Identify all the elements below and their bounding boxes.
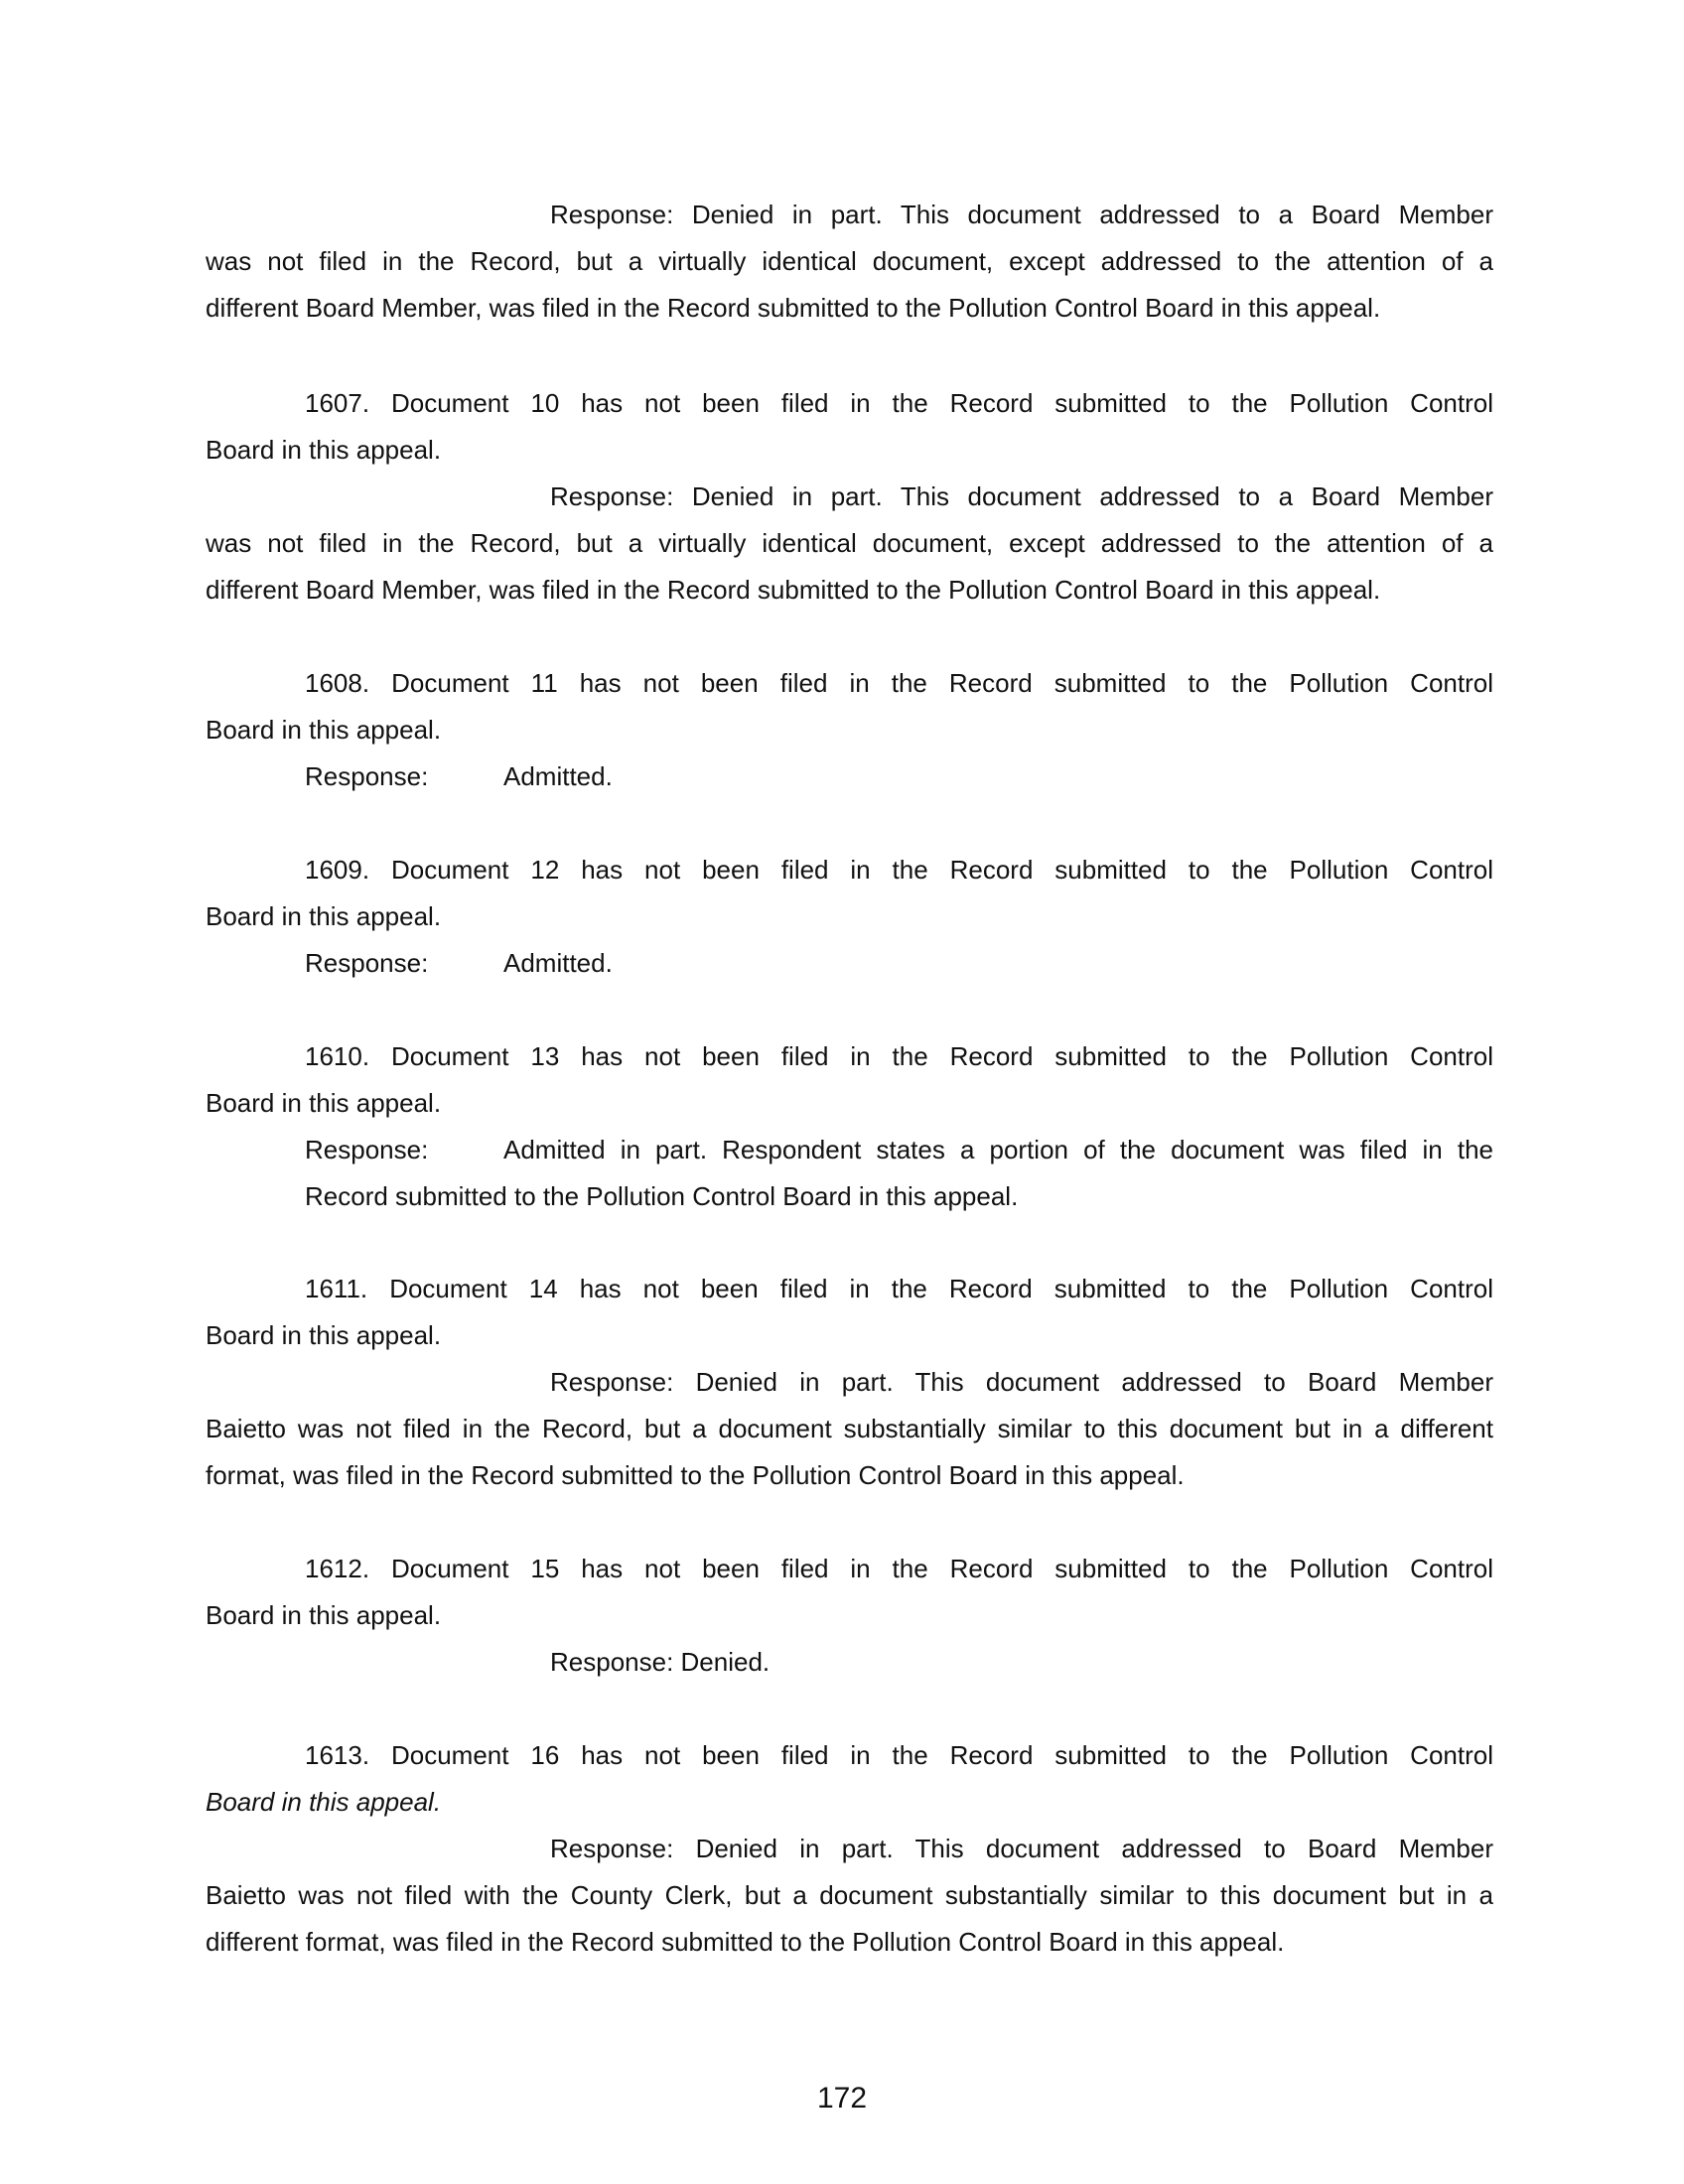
item-document: Document bbox=[390, 1554, 509, 1583]
response-label: Response: bbox=[305, 1135, 429, 1164]
item-doc-number: 13 bbox=[530, 1041, 560, 1071]
response-text: Admitted in part. Respondent states a portion of the document was filed in the bbox=[503, 1135, 1493, 1164]
item-number: 1607. bbox=[305, 388, 370, 418]
response-text: Admitted. bbox=[503, 948, 613, 978]
item-1612-line bbox=[305, 1553, 1493, 1584]
response-label: Response: bbox=[305, 761, 429, 791]
item-continuation: Board in this appeal. bbox=[206, 1088, 442, 1118]
page-number: 172 bbox=[816, 2082, 868, 2115]
response-label-line bbox=[305, 1134, 428, 1165]
response-line: was not filed in the Record, but a virtually identical document, except addressed to the attention of a bbox=[206, 246, 1493, 276]
response-line: Response: Denied in part. This document addressed to a Board Member bbox=[550, 200, 1493, 229]
response-line: format, was filed in the Record submitted to the Pollution Control Board in this appeal. bbox=[206, 1460, 1185, 1490]
item-number: 1610. bbox=[305, 1041, 370, 1071]
item-text: has not been filed in the Record submitted to the Pollution Control bbox=[579, 1274, 1493, 1303]
item-text: has not been filed in the Record submitted to the Pollution Control bbox=[581, 388, 1493, 418]
item-document: Document bbox=[390, 1740, 509, 1770]
item-continuation: Board in this appeal. bbox=[206, 1600, 442, 1630]
response-line: Response: Denied in part. This document addressed to Board Member bbox=[550, 1834, 1493, 1863]
item-1613-line bbox=[305, 1739, 1493, 1771]
item-doc-number: 16 bbox=[530, 1740, 560, 1770]
item-text: has not been filed in the Record submitted to the Pollution Control bbox=[581, 1554, 1493, 1583]
item-number: 1613. bbox=[305, 1740, 370, 1770]
response-line: different format, was filed in the Record submitted to the Pollution Control Board in this appeal. bbox=[206, 1927, 1285, 1957]
item-text: has not been filed in the Record submitted to the Pollution Control bbox=[579, 668, 1493, 698]
item-number: 1608. bbox=[305, 668, 370, 698]
item-number: 1612. bbox=[305, 1554, 370, 1583]
response-line: Baietto was not filed with the County Clerk, but a document substantially similar to this document but in a bbox=[206, 1880, 1493, 1910]
response-line: Response: Denied in part. This document addressed to a Board Member bbox=[550, 481, 1493, 511]
item-1608-line bbox=[305, 667, 1493, 699]
item-doc-number: 10 bbox=[530, 388, 560, 418]
item-document: Document bbox=[389, 1274, 507, 1303]
response-line: Response: Denied in part. This document addressed to Board Member bbox=[550, 1367, 1493, 1397]
item-1609-line bbox=[305, 854, 1493, 886]
response-text: Admitted. bbox=[503, 761, 613, 791]
item-1610-line bbox=[305, 1040, 1493, 1072]
item-text: has not been filed in the Record submitted to the Pollution Control bbox=[581, 1041, 1493, 1071]
item-continuation: Board in this appeal. bbox=[206, 1320, 442, 1350]
response-line: different Board Member, was filed in the Record submitted to the Pollution Control Board in this appeal. bbox=[206, 575, 1381, 605]
item-doc-number: 11 bbox=[530, 668, 558, 698]
item-doc-number: 12 bbox=[530, 855, 560, 885]
response-label: Response: bbox=[305, 948, 429, 978]
item-doc-number: 15 bbox=[530, 1554, 560, 1583]
response-line: different Board Member, was filed in the Record submitted to the Pollution Control Board in this appeal. bbox=[206, 293, 1381, 323]
item-number: 1609. bbox=[305, 855, 370, 885]
item-document: Document bbox=[390, 1041, 509, 1071]
item-continuation: Board in this appeal. bbox=[206, 715, 442, 745]
response-line: Baietto was not filed in the Record, but a document substantially similar to this document but in a different bbox=[206, 1414, 1493, 1443]
item-document: Document bbox=[390, 855, 509, 885]
item-document: Document bbox=[391, 668, 509, 698]
item-1611-line bbox=[305, 1273, 1493, 1304]
response-line bbox=[305, 760, 613, 792]
item-text: has not been filed in the Record submitted to the Pollution Control bbox=[581, 1740, 1493, 1770]
item-number: 1611. bbox=[305, 1274, 368, 1303]
response-line: was not filed in the Record, but a virtually identical document, except addressed to the attention of a bbox=[206, 528, 1493, 558]
item-1607-line bbox=[305, 387, 1493, 419]
item-document: Document bbox=[390, 388, 509, 418]
item-continuation: Board in this appeal. bbox=[206, 1787, 442, 1817]
response-line bbox=[305, 947, 613, 979]
item-continuation: Board in this appeal. bbox=[206, 901, 442, 931]
response-text-continued: Record submitted to the Pollution Control Board in this appeal. bbox=[305, 1181, 1019, 1211]
item-text: has not been filed in the Record submitted to the Pollution Control bbox=[581, 855, 1493, 885]
item-continuation: Board in this appeal. bbox=[206, 435, 442, 465]
response-line: Response: Denied. bbox=[550, 1647, 771, 1677]
item-doc-number: 14 bbox=[528, 1274, 558, 1303]
